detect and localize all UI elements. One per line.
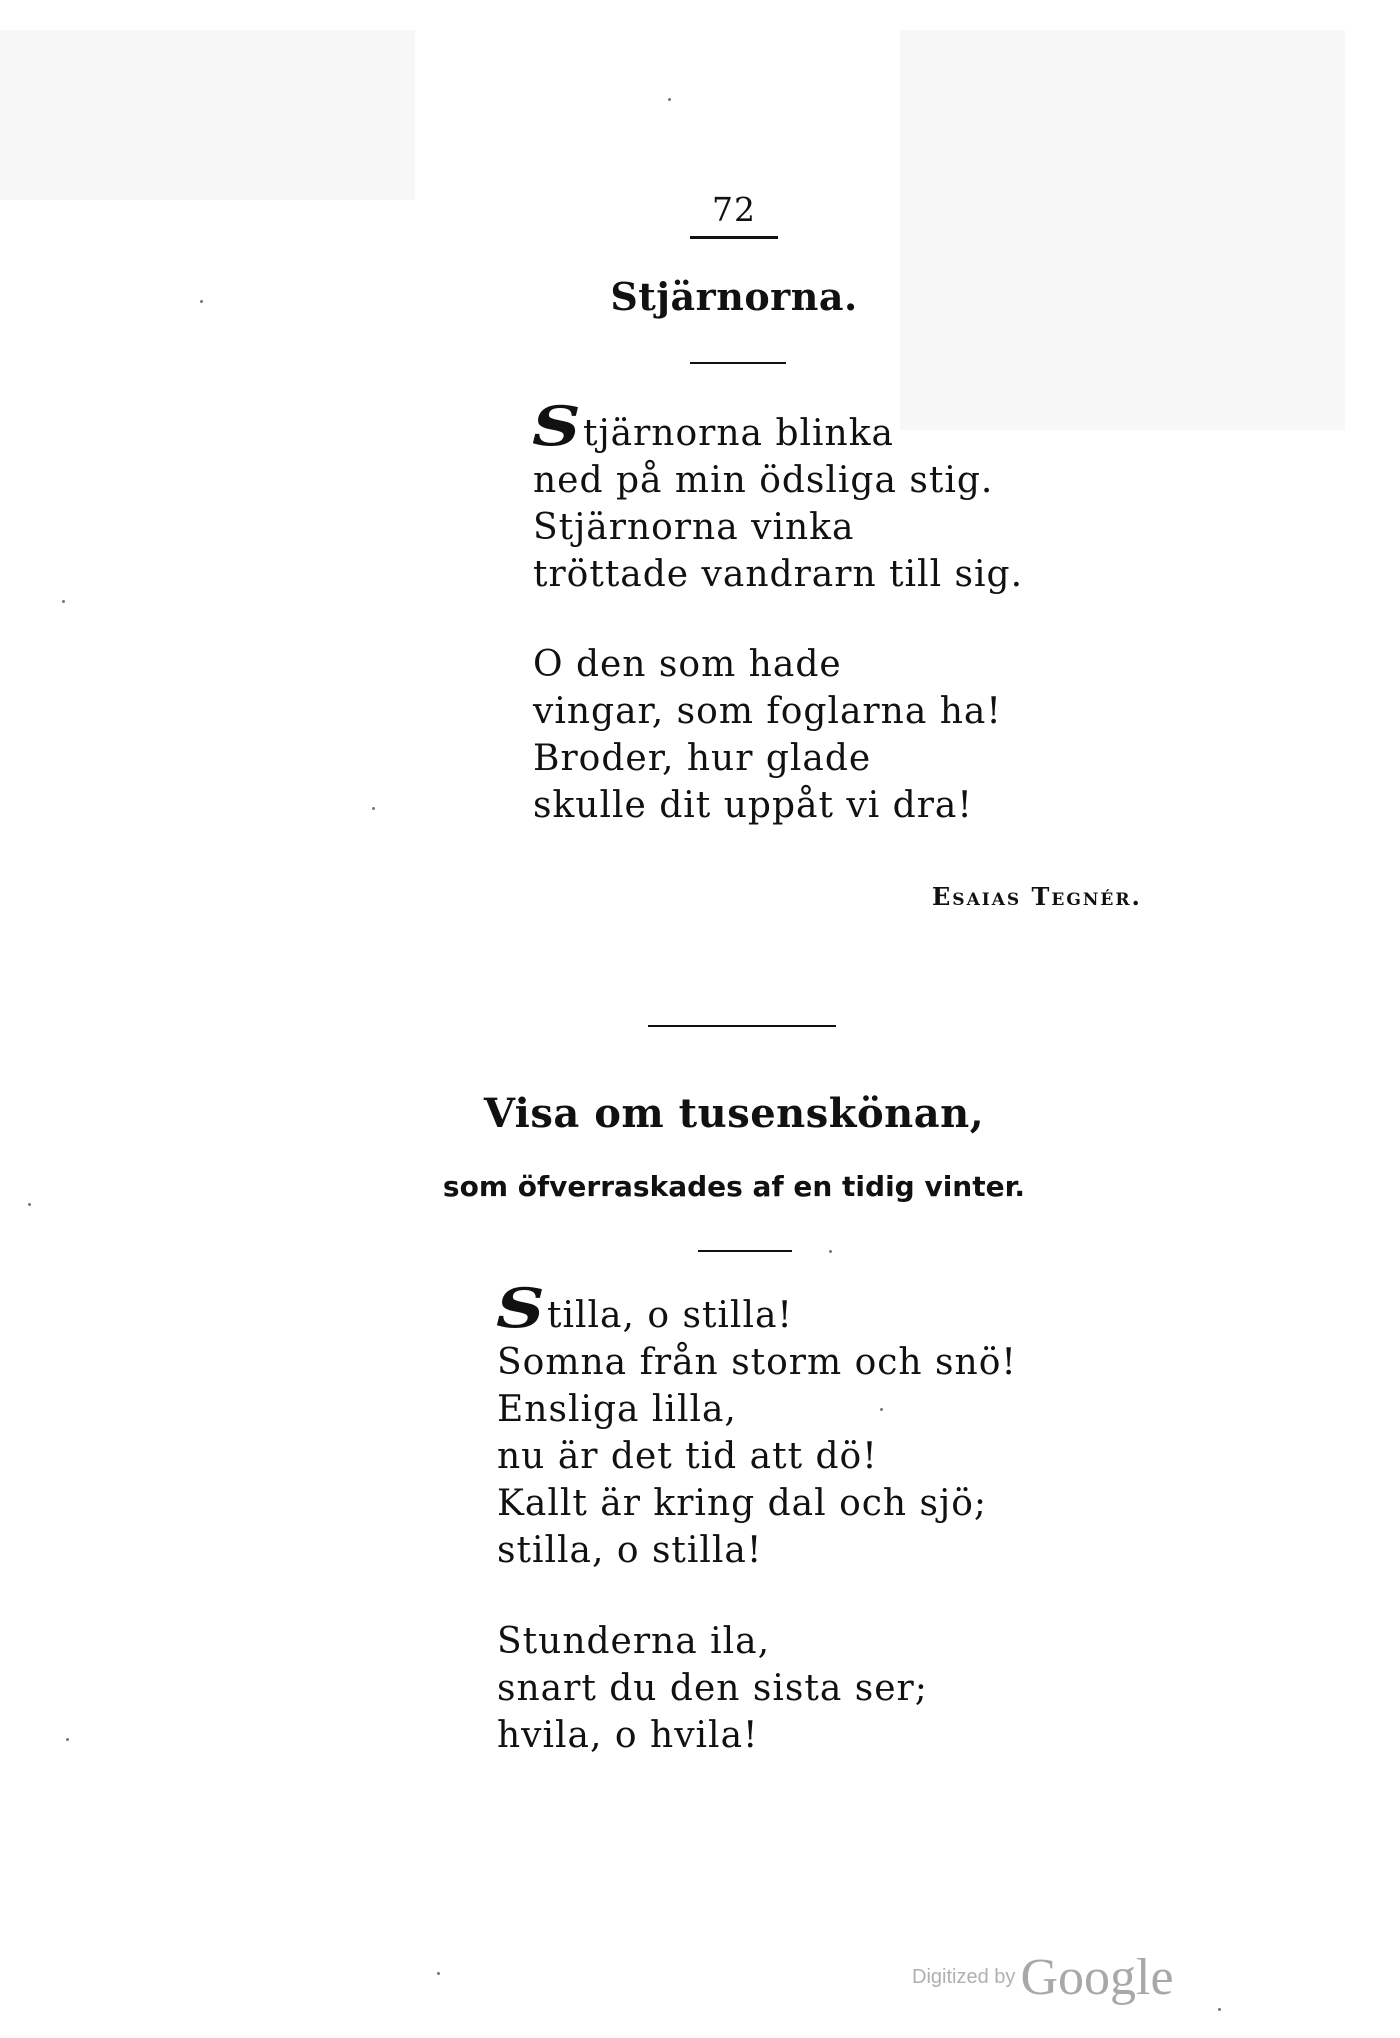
poem-line: Broder, hur glade [533,738,872,779]
poem-line: Ensliga lilla, [497,1389,737,1430]
scan-speck [829,1250,832,1253]
scan-speck [437,1972,440,1975]
poem-2-title: Visa om tusenskönan, [483,1090,985,1137]
watermark-prefix: Digitized by [912,1966,1016,1988]
poem-line: stilla, o stilla! [497,1530,763,1571]
digitized-by-google-watermark [912,1948,1174,2007]
section-divider [648,1025,836,1027]
poem-line: Somna från storm och snö! [497,1342,1017,1383]
poem-line: Stjärnorna blinka [532,394,894,458]
google-logo: Google [1020,1949,1174,2006]
ornamental-initial: S [532,394,582,458]
poem-1-stanza-2 [533,641,1002,829]
scan-speck [62,600,65,603]
poem-line: hvila, o hvila! [497,1715,759,1756]
poem-line: snart du den sista ser; [497,1668,928,1709]
scan-tint-right [900,30,1345,430]
scan-speck [200,300,203,303]
scan-tint-left [0,30,415,200]
poem-2-title-rule [698,1250,792,1252]
ornamental-initial: S [496,1276,546,1340]
poem-2-stanza-1 [496,1276,1017,1574]
scan-speck [880,1408,883,1411]
poem-line: nu är det tid att dö! [497,1436,878,1477]
poem-line: ned på min ödsliga stig. [533,460,994,501]
scan-speck [1218,2008,1221,2011]
poem-line: vingar, som foglarna ha! [533,691,1002,732]
poem-line: Kallt är kring dal och sjö; [497,1483,987,1524]
poem-1-title: Stjärnorna. [610,274,858,319]
scan-speck [372,807,375,810]
scan-speck [28,1203,31,1206]
poem-line: Stunderna ila, [497,1621,771,1662]
poem-line: Stjärnorna vinka [533,507,855,548]
scan-speck [668,98,671,101]
page-number-rule [690,236,778,239]
poem-2-subtitle: som öfverraskades af en tidig vinter. [442,1170,1026,1203]
poem-1-author: Esaias Tegnér. [932,882,1142,911]
poem-line: Stilla, o stilla! [496,1276,793,1340]
poem-line: skulle dit uppåt vi dra! [533,785,973,826]
scan-speck [66,1738,69,1741]
poem-line: tröttade vandrarn till sig. [533,554,1024,595]
poem-line: O den som hade [533,644,842,685]
page-number: 72 [712,190,756,229]
poem-2-stanza-2 [497,1618,928,1759]
poem-1-title-rule [690,362,786,364]
poem-1-stanza-1 [532,394,1024,598]
